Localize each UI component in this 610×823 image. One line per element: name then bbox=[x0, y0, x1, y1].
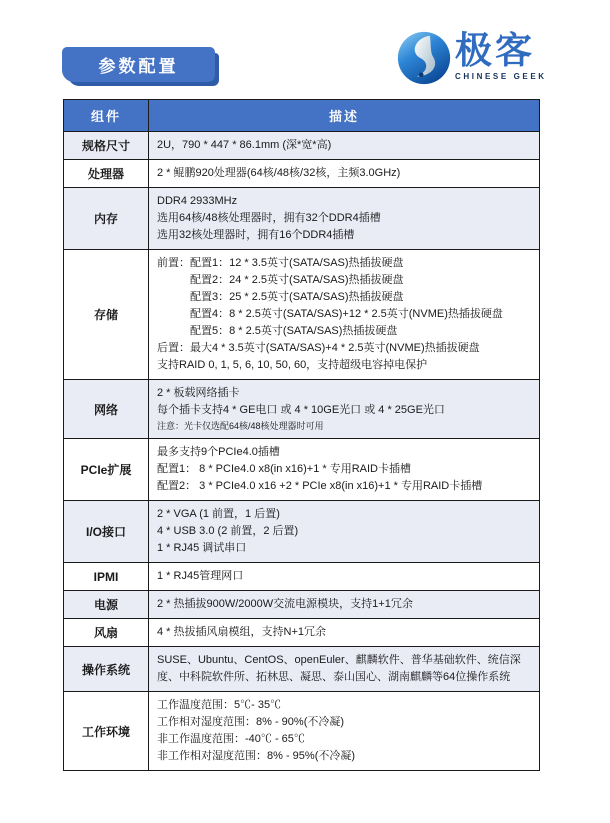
description-line: 配置1： 8 * PCIe4.0 x8(in x16)+1 * 专用RAID卡插槽 bbox=[157, 463, 411, 475]
component-cell: 规格尺寸 bbox=[64, 132, 149, 160]
description-line: 2U，790 * 447 * 86.1mm (深*宽*高) bbox=[157, 139, 332, 151]
spec-table bbox=[63, 99, 540, 771]
description-line: 工作温度范围：5℃- 35℃ bbox=[157, 699, 282, 711]
component-cell: 电源 bbox=[64, 591, 149, 619]
description-line: 非工作相对湿度范围：8% - 95%(不冷凝) bbox=[157, 750, 356, 762]
description-line: 最多支持9个PCIe4.0插槽 bbox=[157, 446, 280, 458]
description-line: 2 * VGA (1 前置，1 后置) bbox=[157, 508, 280, 520]
table-row bbox=[64, 160, 540, 188]
table-row bbox=[64, 501, 540, 563]
description-line: SUSE、Ubuntu、CentOS、openEuler、麒麟软件、普华基础软件、统信深度、中科院软件所、拓林思、凝思、泰山国心、湖南麒麟等64位操作系统 bbox=[157, 654, 521, 683]
table-row bbox=[64, 132, 540, 160]
component-cell: 处理器 bbox=[64, 160, 149, 188]
description-line: 配置5：8 * 2.5英寸(SATA/SAS)热插拔硬盘 bbox=[190, 325, 398, 337]
description-line: 2 * 板载网络插卡 bbox=[157, 387, 240, 399]
geek-sphere-logo-icon bbox=[396, 30, 452, 86]
table-row bbox=[64, 647, 540, 692]
description-line: 注意：光卡仅选配64核/48核处理器时可用 bbox=[157, 421, 324, 431]
component-cell: I/O接口 bbox=[64, 501, 149, 563]
description-cell bbox=[149, 563, 540, 591]
description-line: 4 * USB 3.0 (2 前置，2 后置) bbox=[157, 525, 299, 537]
spec-table-body bbox=[64, 132, 540, 771]
description-cell bbox=[149, 160, 540, 188]
component-cell: 操作系统 bbox=[64, 647, 149, 692]
table-row bbox=[64, 250, 540, 380]
component-cell: PCIe扩展 bbox=[64, 439, 149, 501]
description-cell bbox=[149, 501, 540, 563]
component-cell: 工作环境 bbox=[64, 692, 149, 771]
description-line: 工作相对湿度范围：8% - 90%(不冷凝) bbox=[157, 716, 345, 728]
description-line: 前置：配置1：12 * 3.5英寸(SATA/SAS)热插拔硬盘 bbox=[157, 257, 404, 269]
table-row bbox=[64, 591, 540, 619]
description-cell bbox=[149, 132, 540, 160]
component-cell: IPMI bbox=[64, 563, 149, 591]
column-header-description: 描述 bbox=[149, 100, 540, 132]
description-line: 后置：最大4 * 3.5英寸(SATA/SAS)+4 * 2.5英寸(NVME)热插拔硬盘 bbox=[157, 342, 480, 354]
column-header-component: 组件 bbox=[64, 100, 149, 132]
table-row bbox=[64, 619, 540, 647]
component-cell: 网络 bbox=[64, 380, 149, 439]
description-line: 2 * 热插拔900W/2000W交流电源模块，支持1+1冗余 bbox=[157, 598, 413, 610]
description-line: 2 * 鲲鹏920处理器(64核/48核/32核，主频3.0GHz) bbox=[157, 167, 401, 179]
table-row bbox=[64, 380, 540, 439]
description-cell bbox=[149, 647, 540, 692]
description-cell bbox=[149, 619, 540, 647]
description-line: 配置2：24 * 2.5英寸(SATA/SAS)热插拔硬盘 bbox=[190, 274, 404, 286]
description-line: 支持RAID 0, 1, 5, 6, 10, 50, 60，支持超级电容掉电保护 bbox=[157, 359, 428, 371]
description-line: 配置2： 3 * PCIe4.0 x16 +2 * PCIe x8(in x16)+1 * 专用RAID卡插槽 bbox=[157, 480, 483, 492]
brand-logo-text bbox=[455, 30, 547, 81]
description-line: 非工作温度范围：-40℃ - 65℃ bbox=[157, 733, 305, 745]
component-cell: 存储 bbox=[64, 250, 149, 380]
section-title-badge: 参数配置 bbox=[62, 47, 215, 82]
table-row bbox=[64, 692, 540, 771]
description-line: 1 * RJ45 调试串口 bbox=[157, 542, 247, 554]
brand-logo bbox=[396, 30, 547, 86]
component-cell: 风扇 bbox=[64, 619, 149, 647]
brand-subtitle: CHINESE GEEK bbox=[455, 72, 547, 81]
description-line: 选用64核/48核处理器时，拥有32个DDR4插槽 bbox=[157, 212, 381, 224]
table-row bbox=[64, 563, 540, 591]
description-line: 1 * RJ45管理网口 bbox=[157, 570, 244, 582]
table-row bbox=[64, 188, 540, 250]
description-cell bbox=[149, 188, 540, 250]
description-line: 配置3：25 * 2.5英寸(SATA/SAS)热插拔硬盘 bbox=[190, 291, 404, 303]
component-cell: 内存 bbox=[64, 188, 149, 250]
brand-name: 极客 bbox=[455, 30, 535, 71]
table-header-row bbox=[64, 100, 540, 132]
description-line: 配置4：8 * 2.5英寸(SATA/SAS)+12 * 2.5英寸(NVME)热插拔硬盘 bbox=[190, 308, 503, 320]
table-row bbox=[64, 439, 540, 501]
description-cell bbox=[149, 692, 540, 771]
description-line: 4 * 热拔插风扇模组，支持N+1冗余 bbox=[157, 626, 326, 638]
description-cell bbox=[149, 439, 540, 501]
description-cell bbox=[149, 250, 540, 380]
description-line: DDR4 2933MHz bbox=[157, 195, 238, 207]
description-line: 每个插卡支持4 * GE电口 或 4 * 10GE光口 或 4 * 25GE光口 bbox=[157, 404, 445, 416]
description-line: 选用32核处理器时，拥有16个DDR4插槽 bbox=[157, 229, 355, 241]
description-cell bbox=[149, 380, 540, 439]
description-cell bbox=[149, 591, 540, 619]
